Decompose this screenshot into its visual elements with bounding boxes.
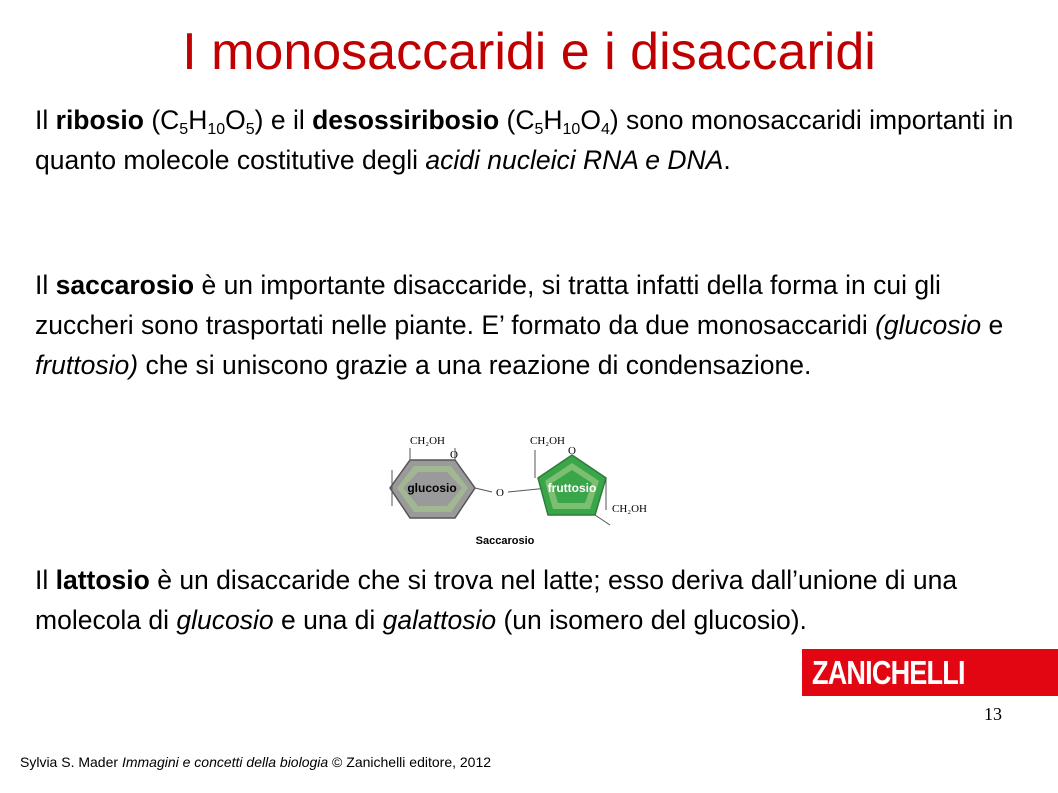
paragraph-saccarosio: Il saccarosio è un importante disaccaride, si tratta infatti della forma in cui gli zuccheri sono trasportati nelle piante. E’ formato da due monosaccaridi (glucosio e fruttosio) che si uniscono grazie a una reazione di condensazione. xyxy=(35,270,1004,380)
glucosio-label: glucosio xyxy=(407,481,457,495)
footer-book-title: Immagini e concetti della biologia xyxy=(121,754,329,770)
slide-title: I monosaccaridi e i disaccaridi xyxy=(182,23,876,81)
term-glucosio: (glucosio xyxy=(875,310,982,340)
term-saccarosio: saccarosio xyxy=(55,270,195,300)
term-ribosio: ribosio xyxy=(55,105,144,135)
term-desossiribosio: desossiribosio xyxy=(312,105,500,135)
zanichelli-logo: ZANICHELLI xyxy=(802,649,1058,696)
page-number: 13 xyxy=(984,704,1002,724)
term-acidi-nucleici: acidi nucleici RNA e DNA xyxy=(425,145,724,175)
ch2oh-top-right-label: CH₂OH xyxy=(530,435,566,447)
sucrose-diagram xyxy=(370,430,670,550)
o-left-ring-label: O xyxy=(450,449,458,461)
term-glucosio-2: glucosio xyxy=(176,605,274,635)
footer-credit: Sylvia S. Mader Immagini e concetti della biologia © Zanichelli editore, 2012 xyxy=(20,754,492,770)
term-lattosio: lattosio xyxy=(55,565,150,595)
term-fruttosio: fruttosio) xyxy=(35,350,139,380)
o-bridge-label: O xyxy=(496,487,504,499)
ch2oh-left-label: CH₂OH xyxy=(410,435,446,447)
paragraph-lattosio: Il lattosio è un disaccaride che si trova nel latte; esso deriva dall’unione di una molecola di glucosio e una di galattosio (un isomero del glucosio). xyxy=(35,565,958,635)
o-right-ring-label: O xyxy=(568,445,576,457)
saccarosio-caption: Saccarosio xyxy=(475,535,535,547)
term-galattosio: galattosio xyxy=(382,605,497,635)
glucose-ring xyxy=(390,435,492,518)
paragraph-ribose: Il ribosio $(C_5H_{10}O_5)$ e il desossiribosio $(C_5H_{10}O_4)$ sono monosaccaridi importanti in quanto molecole costitutive degli acidi nucleici RNA e DNA. xyxy=(35,105,1014,175)
fruttosio-label: fruttosio xyxy=(547,481,597,495)
fructose-ring xyxy=(508,435,647,525)
ch2oh-bottom-right-label: CH₂OH xyxy=(612,503,648,515)
